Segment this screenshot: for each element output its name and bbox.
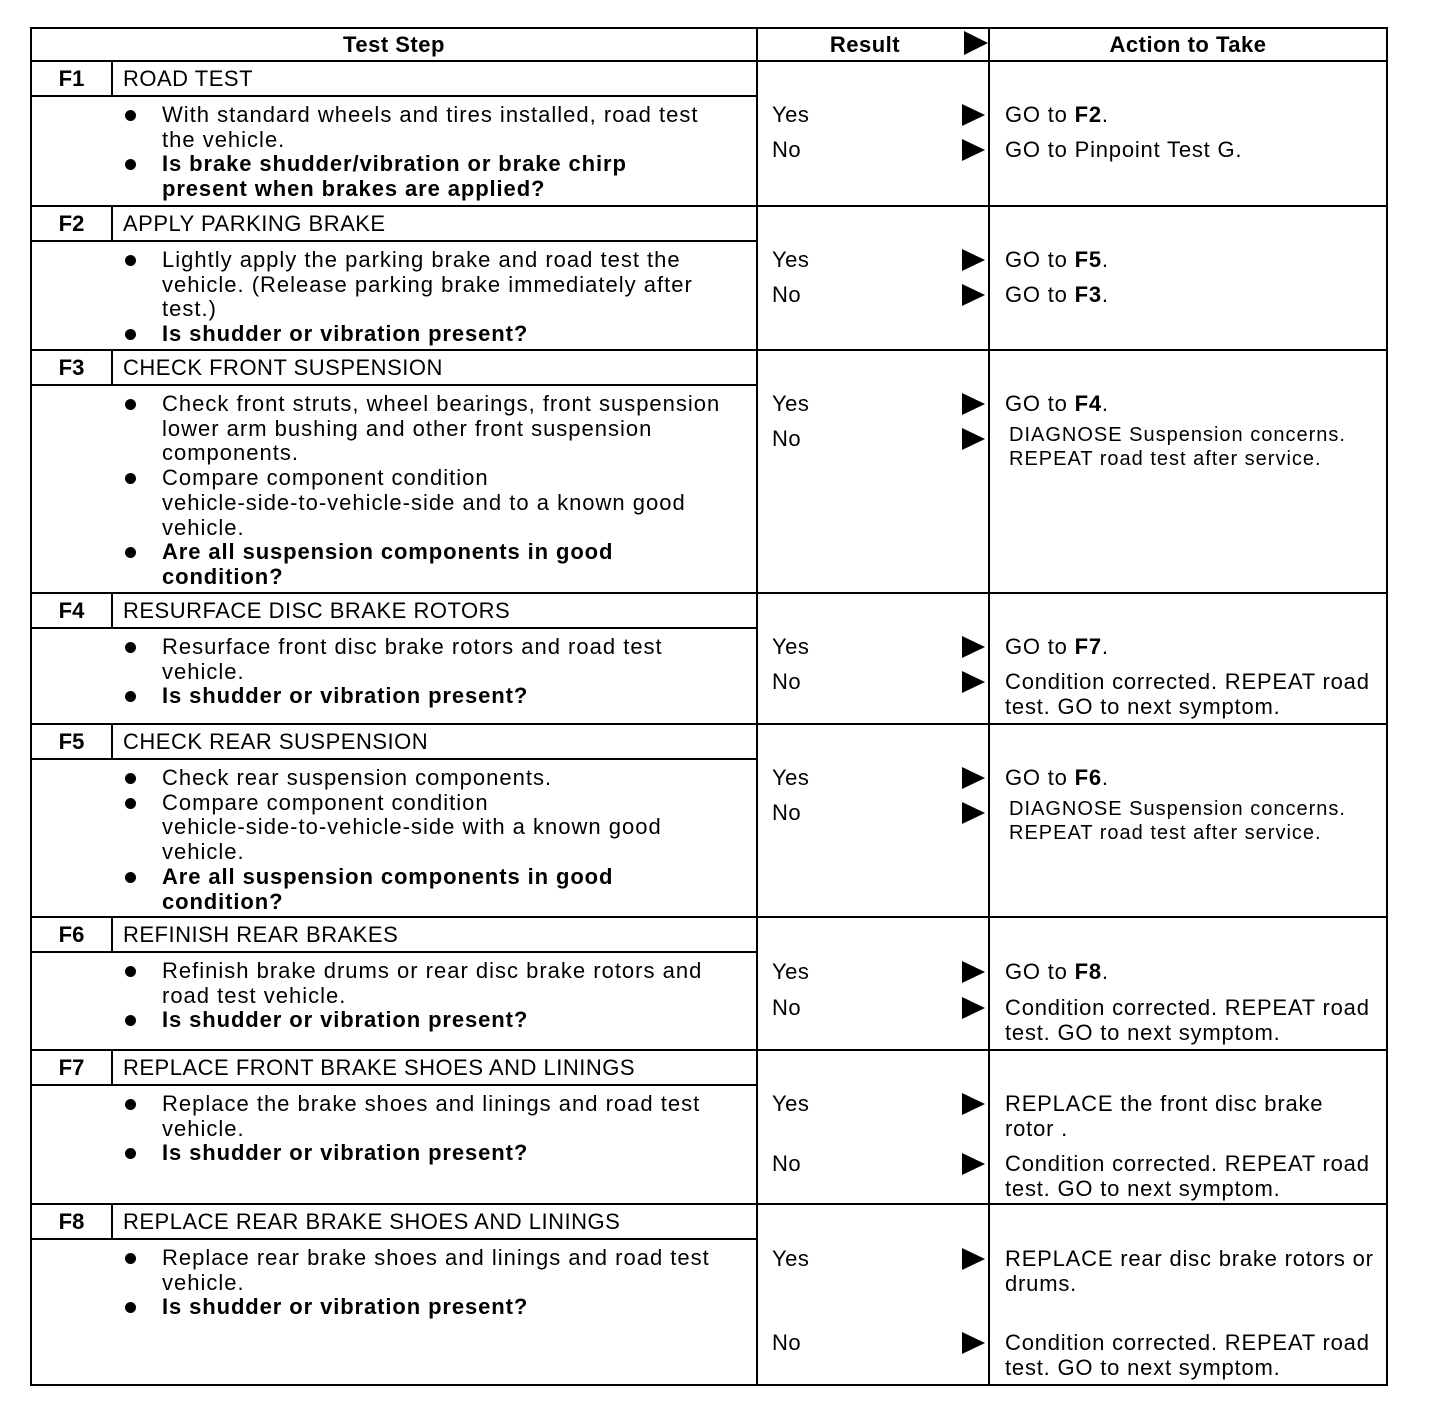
action-cell [990, 594, 1386, 723]
step-id: F8 [32, 1205, 113, 1238]
arrow-right-icon [962, 997, 985, 1019]
action-cell [990, 1205, 1386, 1384]
arrow-right-icon [962, 767, 985, 789]
step-reference: F7 [1074, 634, 1102, 659]
result-label: No [772, 669, 802, 694]
test-step-cell [32, 725, 758, 916]
step-instructions [32, 760, 756, 914]
arrow-right-icon [962, 249, 985, 271]
instruction-text: Refinish brake drums or rear disc brake rotors and road test vehicle. [162, 958, 703, 1008]
bullet-icon [125, 798, 136, 809]
step-instructions [32, 386, 756, 590]
action-no [1005, 138, 1386, 163]
action-text: Condition corrected. REPEAT road test. GO to next symptom. [1005, 1151, 1370, 1201]
result-no [758, 427, 988, 451]
test-step-cell [32, 594, 758, 723]
step-id: F7 [32, 1051, 113, 1084]
result-label: Yes [772, 959, 810, 984]
bullet-icon [125, 547, 136, 558]
action-text: Condition corrected. REPEAT road test. GO to next symptom. [1005, 669, 1370, 719]
step-title: ROAD TEST [123, 66, 254, 91]
bullet-icon [125, 329, 136, 340]
step-reference: F3 [1074, 282, 1102, 307]
question-text: Is shudder or vibration present? [162, 1007, 529, 1033]
header-test-step: Test Step [32, 29, 758, 60]
bullet-icon [125, 1148, 136, 1159]
action-yes [1005, 103, 1386, 138]
step-instructions [32, 1240, 756, 1320]
action-text: GO to [1005, 282, 1075, 307]
action-suffix: . [1101, 765, 1109, 790]
result-label: Yes [772, 102, 810, 127]
result-no [758, 670, 988, 694]
step-title: RESURFACE DISC BRAKE ROTORS [123, 598, 511, 623]
result-label: Yes [772, 634, 810, 659]
step-title-bar [32, 62, 756, 97]
result-cell [758, 62, 990, 205]
instruction-text: Replace rear brake shoes and linings and road test vehicle. [162, 1245, 710, 1295]
step-reference: F6 [1074, 765, 1102, 790]
action-no [1005, 423, 1386, 471]
action-cell [990, 351, 1386, 592]
question-text: Is shudder or vibration present? [162, 321, 529, 347]
test-step-cell [32, 207, 758, 349]
action-suffix: . [1101, 959, 1109, 984]
action-suffix: . [1101, 634, 1109, 659]
instruction-item [32, 635, 756, 684]
action-text: Condition corrected. REPEAT road test. GO to next symptom. [1005, 1330, 1370, 1380]
bullet-icon [125, 691, 136, 702]
action-text: GO to [1005, 391, 1075, 416]
step-id: F6 [32, 918, 113, 951]
result-no [758, 1152, 988, 1176]
action-cell [990, 1051, 1386, 1203]
arrow-right-icon [964, 31, 988, 55]
step-title-bar [32, 1051, 756, 1086]
instruction-text: Lightly apply the parking brake and road test the vehicle. (Release parking brake immediately after test.) [162, 247, 693, 322]
question-text: Is brake shudder/vibration or brake chirp present when brakes are applied? [162, 151, 627, 202]
instruction-text: Replace the brake shoes and linings and road test vehicle. [162, 1091, 701, 1141]
arrow-right-icon [962, 1332, 985, 1354]
instruction-item [32, 1092, 756, 1141]
result-label: No [772, 800, 802, 825]
step-title: APPLY PARKING BRAKE [123, 211, 386, 236]
action-text: DIAGNOSE Suspension concerns. REPEAT road test after service. [1009, 798, 1346, 844]
step-reference: F2 [1074, 102, 1102, 127]
test-step-cell [32, 1051, 758, 1203]
test-step-cell [32, 918, 758, 1049]
test-step-cell [32, 62, 758, 205]
arrow-right-icon [962, 1248, 985, 1270]
action-text: Condition corrected. REPEAT road test. GO to next symptom. [1005, 995, 1370, 1045]
result-no [758, 283, 988, 307]
result-label: No [772, 1151, 802, 1176]
test-step-row [32, 62, 1386, 207]
step-reference: F4 [1074, 391, 1102, 416]
arrow-right-icon [962, 636, 985, 658]
test-step-row [32, 725, 1386, 918]
step-title: REPLACE FRONT BRAKE SHOES AND LININGS [123, 1055, 635, 1080]
action-no [1005, 1331, 1386, 1380]
result-cell [758, 351, 990, 592]
action-suffix: . [1101, 282, 1109, 307]
header-result [758, 29, 990, 60]
step-instructions [32, 1086, 756, 1166]
step-title-bar [32, 594, 756, 629]
header-action: Action to Take [1109, 32, 1267, 57]
step-reference: F8 [1074, 959, 1102, 984]
action-text: GO to [1005, 247, 1075, 272]
result-yes [758, 103, 988, 138]
action-no [1005, 797, 1386, 845]
action-text: DIAGNOSE Suspension concerns. REPEAT road test after service. [1009, 424, 1346, 470]
bullet-icon [125, 159, 136, 170]
arrow-right-icon [962, 393, 985, 415]
step-instructions [32, 953, 756, 1033]
step-instructions [32, 242, 756, 347]
table-header [32, 29, 1386, 62]
result-yes [758, 248, 988, 283]
instruction-item [32, 791, 756, 865]
arrow-right-icon [962, 671, 985, 693]
arrow-right-icon [962, 428, 985, 450]
result-yes [758, 960, 988, 996]
result-cell [758, 594, 990, 723]
result-label: No [772, 426, 802, 451]
action-yes [1005, 248, 1386, 283]
instruction-item [32, 466, 756, 540]
instruction-text: With standard wheels and tires installed, road test the vehicle. [162, 102, 699, 152]
diagnostic-table [30, 27, 1388, 1386]
instruction-item [32, 103, 756, 152]
step-id: F2 [32, 207, 113, 240]
bullet-icon [125, 1302, 136, 1313]
instruction-item [32, 766, 756, 791]
header-result-label: Result [829, 32, 901, 57]
test-step-row [32, 594, 1386, 725]
action-cell [990, 918, 1386, 1049]
instruction-question [32, 1008, 756, 1033]
result-yes [758, 392, 988, 427]
bullet-icon [125, 473, 136, 484]
result-label: No [772, 995, 802, 1020]
step-title: CHECK REAR SUSPENSION [123, 729, 429, 754]
instruction-text: Check front struts, wheel bearings, front suspension lower arm bushing and other front suspension components. [162, 391, 721, 466]
instruction-text: Compare component condition vehicle-side-to-vehicle-side with a known good vehicle. [162, 789, 662, 865]
result-no [758, 801, 988, 825]
bullet-icon [125, 642, 136, 653]
result-label: Yes [772, 765, 810, 790]
instruction-item [32, 248, 756, 322]
result-no [758, 996, 988, 1020]
result-yes [758, 635, 988, 670]
result-label: Yes [772, 1246, 810, 1271]
step-instructions [32, 629, 756, 709]
instruction-item [32, 959, 756, 1008]
instruction-question [32, 684, 756, 709]
action-cell [990, 725, 1386, 916]
action-no [1005, 670, 1386, 719]
action-suffix: . [1101, 247, 1109, 272]
action-text: GO to [1005, 634, 1075, 659]
action-no [1005, 1152, 1386, 1201]
instruction-item [32, 392, 756, 466]
result-cell [758, 1051, 990, 1203]
step-title: REPLACE REAR BRAKE SHOES AND LININGS [123, 1209, 621, 1234]
test-step-row [32, 1051, 1386, 1205]
action-yes [1005, 1092, 1386, 1152]
arrow-right-icon [962, 284, 985, 306]
instruction-question [32, 865, 756, 914]
bullet-icon [125, 399, 136, 410]
test-step-cell [32, 1205, 758, 1384]
arrow-right-icon [962, 961, 985, 983]
action-text: GO to Pinpoint Test G. [1005, 137, 1243, 162]
instruction-item [32, 1246, 756, 1295]
action-text: REPLACE the front disc brake rotor . [1005, 1091, 1324, 1141]
arrow-right-icon [962, 104, 985, 126]
step-id: F1 [32, 62, 113, 95]
test-step-row [32, 351, 1386, 594]
question-text: Is shudder or vibration present? [162, 1294, 529, 1320]
step-id: F5 [32, 725, 113, 758]
instruction-question [32, 322, 756, 347]
step-title: REFINISH REAR BRAKES [123, 922, 399, 947]
action-yes [1005, 1247, 1386, 1331]
test-step-row [32, 207, 1386, 351]
bullet-icon [125, 872, 136, 883]
step-id: F4 [32, 594, 113, 627]
question-text: Are all suspension components in good condition? [162, 863, 614, 914]
result-yes [758, 1092, 988, 1152]
bullet-icon [125, 110, 136, 121]
result-yes [758, 1247, 988, 1331]
result-cell [758, 918, 990, 1049]
question-text: Is shudder or vibration present? [162, 683, 529, 709]
action-suffix: . [1101, 391, 1109, 416]
action-suffix: . [1101, 102, 1109, 127]
result-label: No [772, 1330, 802, 1355]
result-label: Yes [772, 1091, 810, 1116]
bullet-icon [125, 1253, 136, 1264]
result-cell [758, 1205, 990, 1384]
result-label: Yes [772, 247, 810, 272]
instruction-text: Compare component condition vehicle-side-to-vehicle-side and to a known good vehicle. [162, 465, 686, 540]
action-no [1005, 283, 1386, 308]
result-label: No [772, 282, 802, 307]
step-title-bar [32, 725, 756, 760]
instruction-question [32, 152, 756, 201]
action-text: GO to [1005, 765, 1075, 790]
instruction-text: Check rear suspension components. [162, 765, 553, 790]
step-instructions [32, 97, 756, 202]
step-title-bar [32, 918, 756, 953]
action-cell [990, 207, 1386, 349]
result-cell [758, 725, 990, 916]
instruction-question [32, 1295, 756, 1320]
result-cell [758, 207, 990, 349]
instruction-question [32, 540, 756, 589]
result-no [758, 1331, 988, 1355]
question-text: Is shudder or vibration present? [162, 1140, 529, 1166]
action-yes [1005, 635, 1386, 670]
bullet-icon [125, 255, 136, 266]
action-text: GO to [1005, 959, 1075, 984]
action-cell [990, 62, 1386, 205]
action-yes [1005, 766, 1386, 801]
arrow-right-icon [962, 139, 985, 161]
step-title-bar [32, 1205, 756, 1240]
instruction-question [32, 1141, 756, 1166]
test-step-row [32, 918, 1386, 1051]
step-title-bar [32, 207, 756, 242]
arrow-right-icon [962, 1093, 985, 1115]
action-yes [1005, 392, 1386, 427]
action-text: REPLACE rear disc brake rotors or drums. [1005, 1246, 1374, 1296]
bullet-icon [125, 1099, 136, 1110]
arrow-right-icon [962, 802, 985, 824]
action-no [1005, 996, 1386, 1045]
action-text: GO to [1005, 102, 1075, 127]
step-title: CHECK FRONT SUSPENSION [123, 355, 443, 380]
action-yes [1005, 960, 1386, 996]
step-reference: F5 [1074, 247, 1102, 272]
result-no [758, 138, 988, 162]
step-id: F3 [32, 351, 113, 384]
result-label: Yes [772, 391, 810, 416]
result-label: No [772, 137, 802, 162]
bullet-icon [125, 1015, 136, 1026]
test-step-row [32, 1205, 1386, 1384]
result-yes [758, 766, 988, 801]
bullet-icon [125, 773, 136, 784]
arrow-right-icon [962, 1153, 985, 1175]
instruction-text: Resurface front disc brake rotors and road test vehicle. [162, 634, 663, 684]
bullet-icon [125, 966, 136, 977]
test-step-cell [32, 351, 758, 592]
question-text: Are all suspension components in good condition? [162, 539, 614, 589]
step-title-bar [32, 351, 756, 386]
